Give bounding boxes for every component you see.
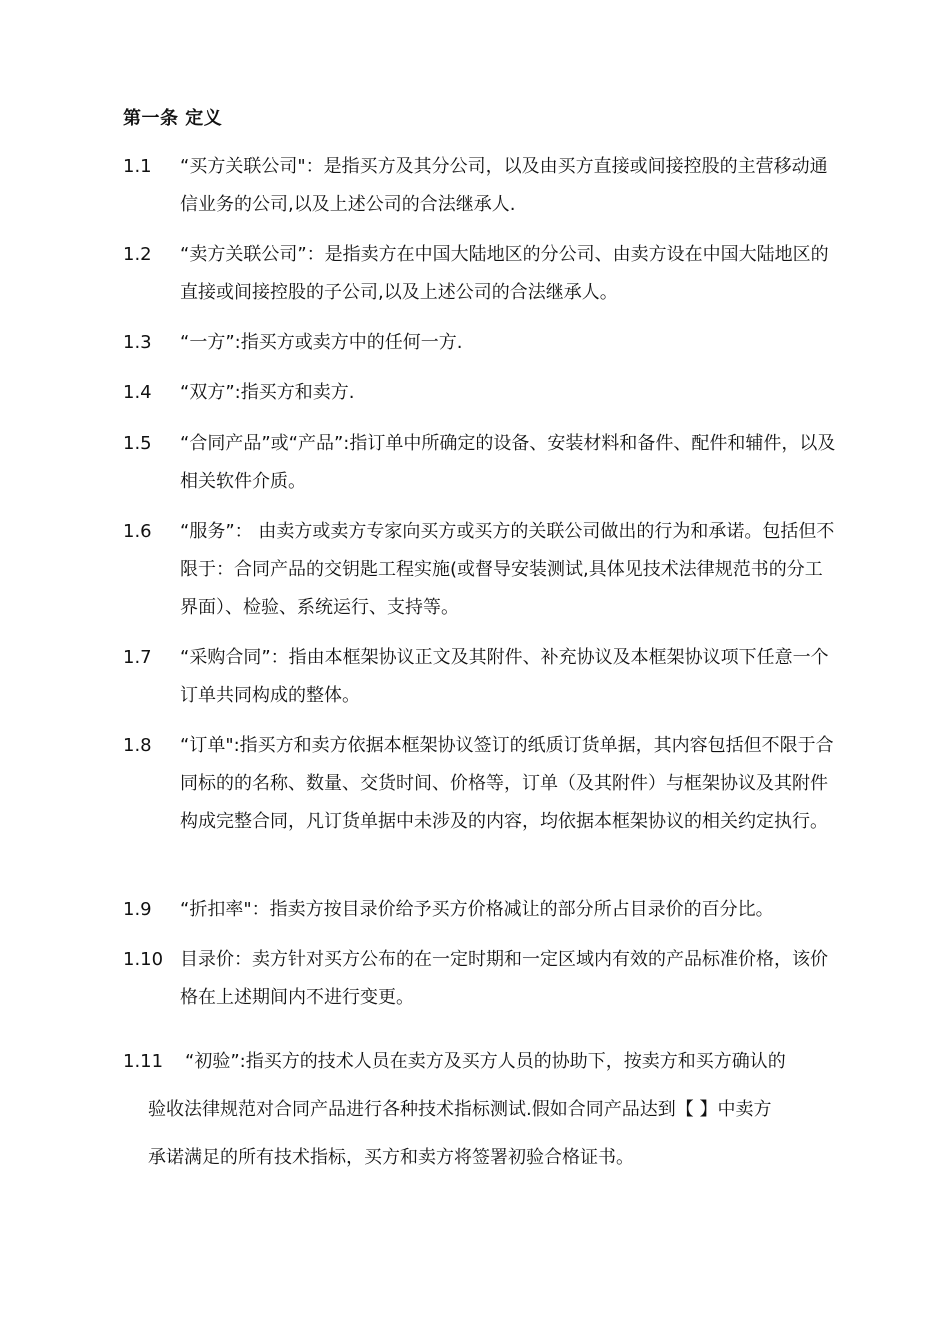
clause-1-9: [123, 891, 838, 929]
clause-text: “订单":指买方和卖方依据本框架协议签订的纸质订货单据，其内容包括但不限于合同标的的名称、数量、交货时间、价格等，订单（及其附件）与框架协议及其附件构成完整合同，凡订货单据中未涉及的内容，均依据本框架协议的相关约定执行。: [180, 735, 834, 832]
clause-text: “卖方关联公司”：是指卖方在中国大陆地区的分公司、由卖方设在中国大陆地区的直接或间接控股的子公司,以及上述公司的合法继承人。: [180, 244, 829, 303]
clause-1-5: [123, 425, 838, 501]
clause-number: 1.8: [123, 735, 152, 756]
section-heading: 第一条 定义: [123, 108, 223, 129]
clause-number: 1.2: [123, 244, 152, 265]
clause-text: “合同产品”或“产品”:指订单中所确定的设备、安装材料和备件、配件和辅件，以及相关软件介质。: [180, 433, 836, 492]
clause-text: “双方”:指买方和卖方.: [180, 382, 355, 403]
clause-text: 目录价：卖方针对买方公布的在一定时期和一定区域内有效的产品标准价格，该价格在上述期间内不进行变更。: [180, 949, 828, 1008]
clause-1-4: [123, 374, 838, 412]
clause-number: 1.5: [123, 433, 152, 454]
clause-text: “折扣率"：指卖方按目录价给予买方价格减让的部分所占目录价的百分比。: [180, 899, 774, 920]
clause-1-8: [123, 727, 838, 841]
clause-1-11: [123, 1038, 838, 1182]
clause-text: “采购合同”：指由本框架协议正文及其附件、补充协议及本框架协议项下任意一个订单共同构成的整体。: [180, 647, 829, 706]
clause-1-2: [123, 236, 838, 312]
clause-number: 1.4: [123, 382, 152, 403]
clause-1-7: [123, 639, 838, 715]
clause-text-line-1: “初验”:指买方的技术人员在卖方及买方人员的协助下，按卖方和买方确认的: [185, 1051, 786, 1072]
clause-1-10: [123, 941, 838, 1017]
clause-1-1: [123, 148, 838, 224]
clause-number: 1.10: [123, 949, 164, 970]
clause-number: 1.9: [123, 899, 152, 920]
clause-1-3: [123, 324, 838, 362]
clause-first-line: [123, 1038, 838, 1086]
clause-1-6: [123, 513, 838, 627]
clause-number: 1.6: [123, 521, 152, 542]
clause-number: 1.3: [123, 332, 152, 353]
clause-number: 1.1: [123, 156, 152, 177]
clause-text: “一方”:指买方或卖方中的任何一方.: [180, 332, 463, 353]
clause-text: “服务”： 由卖方或卖方专家向买方或买方的关联公司做出的行为和承诺。包括但不限于：合同产品的交钥匙工程实施(或督导安装测试,具体见技术法律规范书的分工界面）、检验、系统运行、支持等。: [180, 521, 835, 618]
clause-number: 1.7: [123, 647, 152, 668]
clause-number: 1.11: [123, 1051, 164, 1072]
clause-text-line-3: 承诺满足的所有技术指标，买方和卖方将签署初验合格证书。: [148, 1147, 634, 1168]
clause-text-line-2: 验收法律规范对合同产品进行各种技术指标测试.假如合同产品达到【 】中卖方: [148, 1099, 772, 1120]
clause-text: “买方关联公司"：是指买方及其分公司，以及由买方直接或间接控股的主营移动通信业务的公司,以及上述公司的合法继承人.: [180, 156, 828, 215]
